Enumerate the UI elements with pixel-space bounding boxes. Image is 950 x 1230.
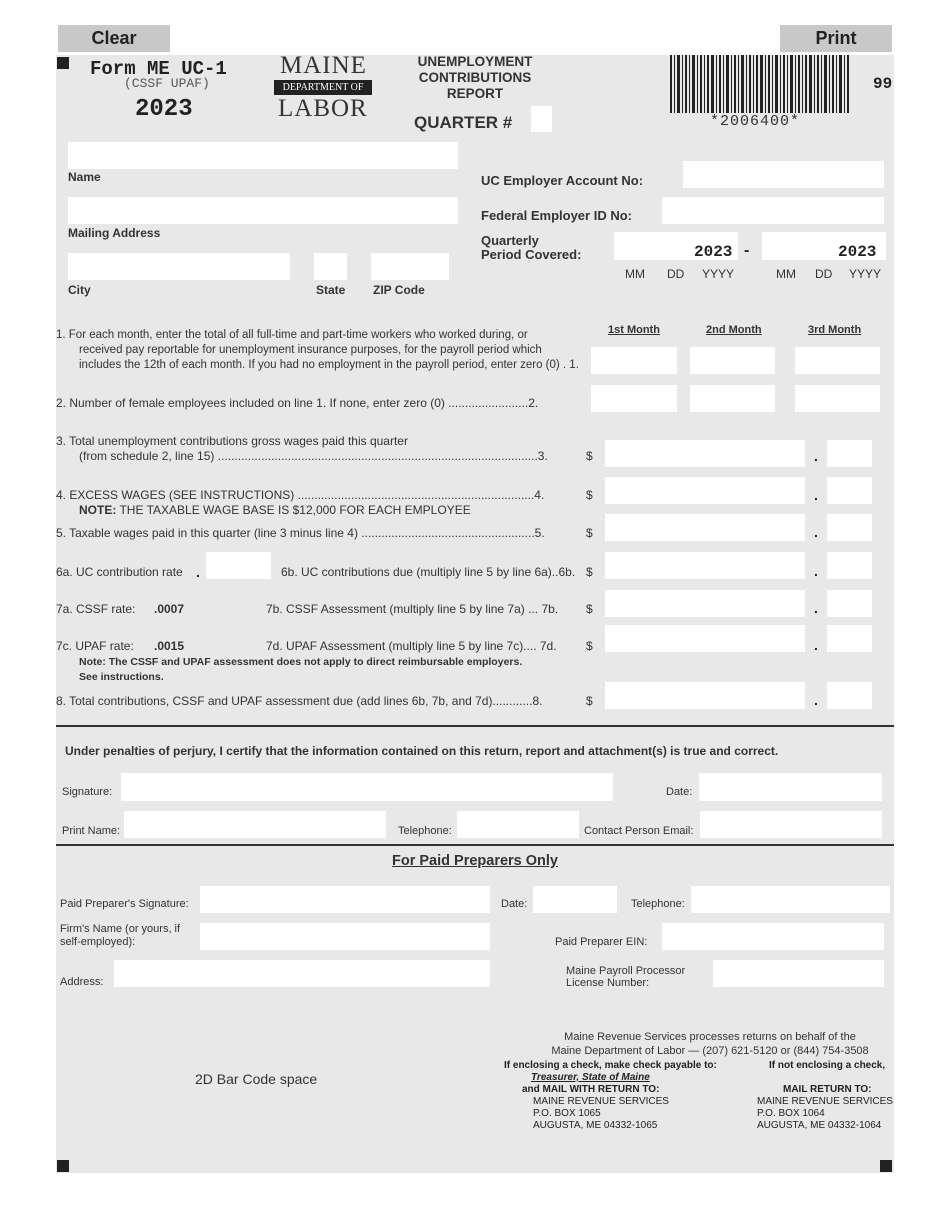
no-check-address-2: P.O. BOX 1064: [757, 1108, 825, 1119]
mrs-notice: [520, 1030, 900, 1058]
line2-month2-input[interactable]: [690, 385, 775, 412]
period-label: [481, 234, 581, 262]
line7-note-1: Note: The CSSF and UPAF assessment does not apply to direct reimbursable employers.: [79, 656, 523, 668]
line3-dollars-input[interactable]: [605, 440, 805, 467]
no-check-address-1: MAINE REVENUE SERVICES: [757, 1096, 893, 1107]
section-divider-1: [56, 725, 894, 727]
barcode-space-label: 2D Bar Code space: [195, 1071, 318, 1087]
line4-note: [79, 503, 471, 518]
line5-decimal: .: [814, 524, 818, 540]
line2-month1-input[interactable]: [591, 385, 677, 412]
line5-dollar: $: [586, 526, 593, 540]
line7a-text: 7a. CSSF rate:: [56, 602, 136, 616]
preparer-date-label: Date:: [501, 898, 528, 910]
firm-name-label-line1: Firm's Name (or yours, if: [60, 923, 181, 935]
quarter-input[interactable]: [531, 106, 552, 132]
preparer-telephone-label: Telephone:: [631, 898, 685, 910]
line4-note-bold: NOTE:: [79, 503, 117, 517]
line7c-text: 7c. UPAF rate:: [56, 639, 134, 653]
line1-month2-input[interactable]: [690, 347, 775, 374]
check-address-2: P.O. BOX 1065: [533, 1108, 601, 1119]
preparer-date-input[interactable]: [533, 886, 617, 913]
period-to-mm: MM: [776, 267, 796, 281]
line7d-dollars-input[interactable]: [605, 625, 805, 652]
contact-email-label: Contact Person Email:: [584, 825, 694, 837]
column-2nd-month: 2nd Month: [706, 324, 762, 336]
line3-text-b: (from schedule 2, line 15) ................................................................................................3.: [79, 449, 548, 463]
zip-input[interactable]: [371, 253, 449, 280]
report-title-line3: REPORT: [446, 86, 504, 101]
check-address-1: MAINE REVENUE SERVICES: [533, 1096, 669, 1107]
firm-name-input[interactable]: [200, 923, 490, 950]
no-check-address-3: AUGUSTA, ME 04332-1064: [757, 1120, 882, 1131]
mrs-notice-line1: Maine Revenue Services processes returns on behalf of the: [564, 1031, 856, 1043]
zip-label: ZIP Code: [373, 283, 425, 297]
cssf-rate-value: .0007: [154, 602, 185, 616]
registration-mark-bottom-right: [880, 1160, 892, 1172]
line8-dollars-input[interactable]: [605, 682, 805, 709]
line3-cents-input[interactable]: [827, 440, 872, 467]
uc-rate-input[interactable]: [206, 552, 271, 579]
paid-preparer-heading: For Paid Preparers Only: [391, 853, 558, 869]
line3-text-a: 3. Total unemployment contributions gross wages paid this quarter: [56, 434, 408, 448]
preparer-signature-input[interactable]: [200, 886, 490, 913]
telephone-input[interactable]: [457, 811, 579, 838]
line7-note-2: See instructions.: [79, 671, 164, 683]
period-from-dd: DD: [667, 267, 685, 281]
line4-decimal: .: [814, 487, 818, 503]
check-line1: If enclosing a check, make check payable to:: [504, 1060, 717, 1071]
line6a-text: 6a. UC contribution rate: [56, 565, 183, 579]
uc-account-label: UC Employer Account No:: [481, 173, 644, 188]
section-divider-2: [56, 844, 894, 846]
period-to-year: 2023: [838, 243, 877, 261]
line5-text: 5. Taxable wages paid in this quarter (line 3 minus line 4) ....................................................5.: [56, 526, 545, 540]
city-label: City: [68, 283, 91, 297]
license-number-input[interactable]: [713, 960, 884, 987]
check-payee: Treasurer, State of Maine: [531, 1072, 650, 1083]
contact-email-input[interactable]: [700, 811, 882, 838]
check-mailing-block: [504, 1060, 717, 1132]
period-from-yyyy: YYYY: [702, 267, 735, 281]
preparer-telephone-input[interactable]: [691, 886, 890, 913]
license-number-label: [566, 965, 685, 989]
license-number-label-line2: License Number:: [566, 977, 650, 989]
preparer-signature-label: Paid Preparer's Signature:: [60, 898, 189, 910]
preparer-ein-input[interactable]: [662, 923, 884, 950]
logo-labor: LABOR: [278, 95, 368, 122]
line1-month1-input[interactable]: [591, 347, 677, 374]
line7d-decimal: .: [814, 637, 818, 653]
form-subtitle: (CSSF UPAF): [124, 76, 210, 91]
report-title-line2: CONTRIBUTIONS: [418, 70, 532, 85]
line7b-text: 7b. CSSF Assessment (multiply line 5 by line 7a) ... 7b.: [266, 602, 559, 616]
line2-text: 2. Number of female employees included on line 1. If none, enter zero (0) ........................2.: [56, 396, 539, 410]
firm-name-label-line2: self-employed):: [60, 936, 136, 948]
line1-text-a: 1. For each month, enter the total of all full-time and part-time workers who worked during, or: [56, 329, 528, 341]
check-line2: and MAIL WITH RETURN TO:: [522, 1084, 660, 1095]
state-input[interactable]: [314, 253, 347, 280]
uc-account-input[interactable]: [683, 161, 884, 188]
license-number-label-line1: Maine Payroll Processor: [566, 965, 686, 977]
line4-text: 4. EXCESS WAGES (SEE INSTRUCTIONS) .......................................................................4.: [56, 488, 545, 502]
line4-dollar: $: [586, 488, 593, 502]
period-to-dd: DD: [815, 267, 833, 281]
line7b-dollar: $: [586, 602, 593, 616]
perjury-statement: Under penalties of perjury, I certify that the information contained on this return, report and attachment(s) is true and correct.: [65, 744, 779, 758]
city-input[interactable]: [68, 253, 290, 280]
period-dash: -: [744, 242, 750, 259]
check-address-3: AUGUSTA, ME 04332-1065: [533, 1120, 658, 1131]
line8-dollar: $: [586, 694, 593, 708]
form-year: 2023: [135, 96, 193, 123]
name-input[interactable]: [68, 142, 458, 169]
line5-dollars-input[interactable]: [605, 514, 805, 541]
line8-decimal: .: [814, 692, 818, 708]
fein-input[interactable]: [662, 197, 884, 224]
clear-button[interactable]: Clear: [58, 25, 170, 52]
line3-decimal: .: [814, 448, 818, 464]
no-check-line2: MAIL RETURN TO:: [783, 1084, 872, 1095]
line5-cents-input[interactable]: [827, 514, 872, 541]
line7d-dollar: $: [586, 639, 593, 653]
line6a-decimal: .: [196, 564, 200, 580]
print-name-input[interactable]: [124, 811, 386, 838]
line7b-dollars-input[interactable]: [605, 590, 805, 617]
line8-text: 8. Total contributions, CSSF and UPAF assessment due (add lines 6b, 7b, and 7d)............8.: [56, 694, 543, 708]
line7b-cents-input[interactable]: [827, 590, 872, 617]
line8-cents-input[interactable]: [827, 682, 872, 709]
state-label: State: [316, 283, 346, 297]
line7b-decimal: .: [814, 600, 818, 616]
column-1st-month: 1st Month: [608, 324, 660, 336]
line1-month3-input[interactable]: [795, 347, 880, 374]
line7d-text: 7d. UPAF Assessment (multiply line 5 by line 7c).... 7d.: [266, 639, 557, 653]
line6b-text: 6b. UC contributions due (multiply line 5 by line 6a)..6b.: [281, 565, 576, 579]
telephone-label: Telephone:: [398, 825, 452, 837]
barcode-image: [670, 55, 852, 113]
mailing-address-label: Mailing Address: [68, 226, 161, 240]
print-button[interactable]: Print: [780, 25, 892, 52]
logo-maine: MAINE: [280, 52, 367, 79]
line6b-dollars-input[interactable]: [605, 552, 805, 579]
report-title-line1: UNEMPLOYMENT: [417, 54, 533, 69]
registration-mark-bottom-left: [57, 1160, 69, 1172]
preparer-address-input[interactable]: [114, 960, 490, 987]
line1-text-c: includes the 12th of each month. If you had no employment in the payroll period, enter zero (0) . 1.: [79, 359, 579, 371]
upaf-rate-value: .0015: [154, 639, 185, 653]
line3-dollar: $: [586, 449, 593, 463]
form-name: Form ME UC-1: [90, 58, 227, 80]
line4-dollars-input[interactable]: [605, 477, 805, 504]
preparer-ein-label: Paid Preparer EIN:: [555, 936, 648, 948]
logo-department: DEPARTMENT OF: [274, 80, 372, 95]
quarter-label: QUARTER #: [414, 113, 513, 132]
period-label-line1: Quarterly: [481, 233, 539, 248]
period-to-yyyy: YYYY: [849, 267, 882, 281]
period-label-line2: Period Covered:: [481, 247, 582, 262]
line6b-dollar: $: [586, 565, 593, 579]
fein-label: Federal Employer ID No:: [481, 208, 632, 223]
preparer-address-label: Address:: [60, 976, 104, 988]
date-label: Date:: [666, 786, 693, 798]
mailing-address-input[interactable]: [68, 197, 458, 224]
line1-text-b: received pay reportable for unemployment insurance purposes, for the payroll period which: [79, 344, 542, 356]
barcode-text: *2006400*: [710, 113, 801, 130]
line2-month3-input[interactable]: [795, 385, 880, 412]
report-title: [400, 54, 550, 102]
line6b-decimal: .: [814, 563, 818, 579]
name-label: Name: [68, 170, 101, 184]
firm-name-label: [60, 923, 180, 949]
period-from-mm: MM: [625, 267, 645, 281]
period-from-year: 2023: [694, 243, 733, 261]
date-input[interactable]: [699, 773, 882, 801]
line4-cents-input[interactable]: [827, 477, 872, 504]
corner-code: 99: [873, 75, 893, 93]
mrs-notice-line2: Maine Department of Labor — (207) 621-5120 or (844) 754-3508: [551, 1045, 869, 1057]
registration-mark-top-left: [57, 57, 69, 69]
line6b-cents-input[interactable]: [827, 552, 872, 579]
no-check-mailing-block: [757, 1060, 893, 1132]
line4-note-text: THE TAXABLE WAGE BASE IS $12,000 FOR EACH EMPLOYEE: [119, 503, 471, 517]
signature-label: Signature:: [62, 786, 113, 798]
no-check-line1: If not enclosing a check,: [769, 1060, 886, 1071]
print-name-label: Print Name:: [62, 825, 121, 837]
signature-input[interactable]: [121, 773, 613, 801]
line7d-cents-input[interactable]: [827, 625, 872, 652]
column-3rd-month: 3rd Month: [808, 324, 862, 336]
